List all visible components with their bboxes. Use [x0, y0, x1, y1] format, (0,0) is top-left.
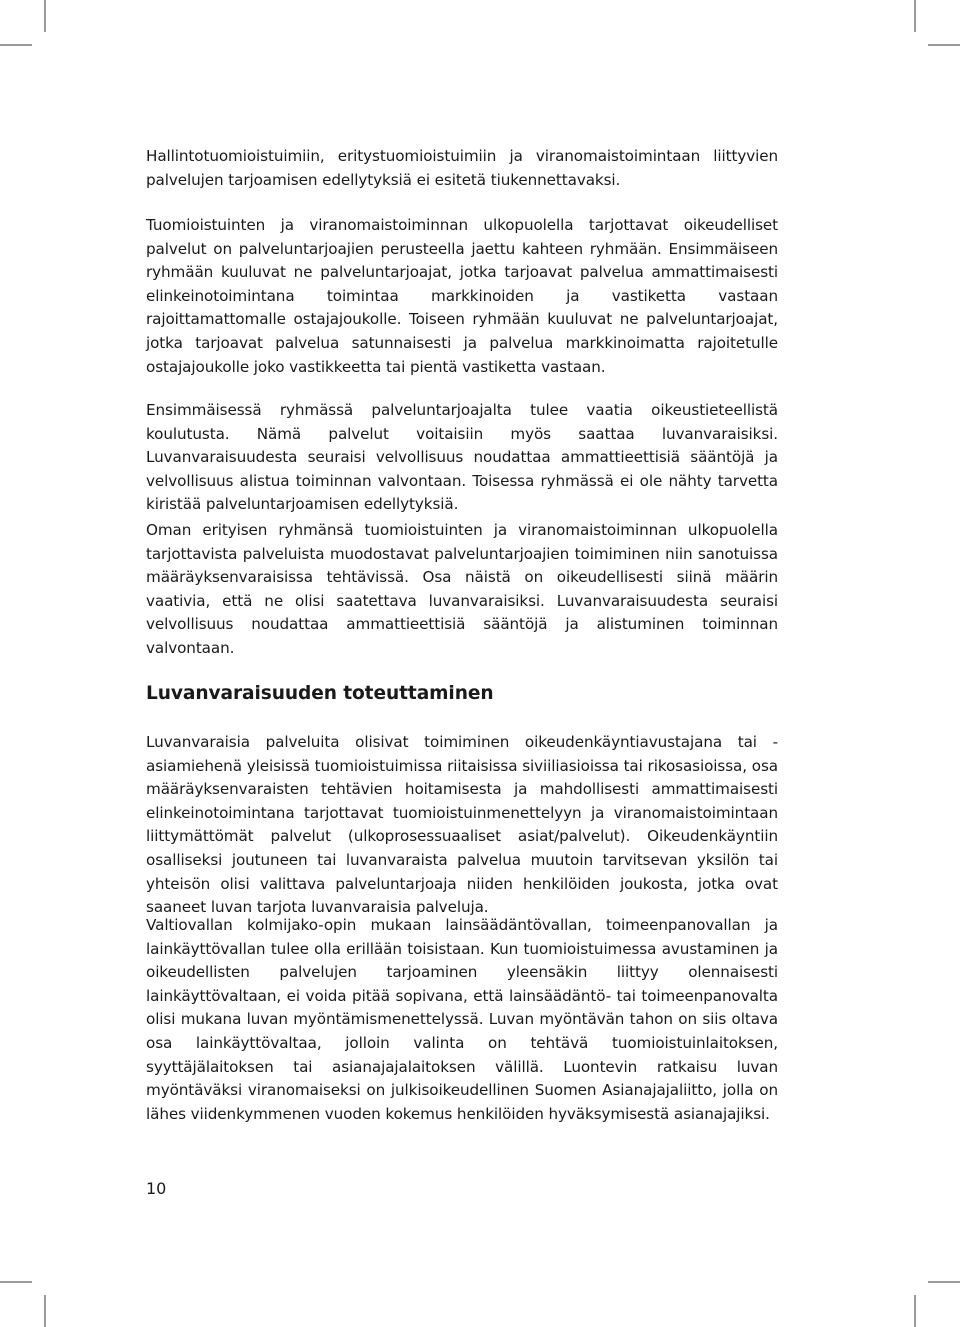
paragraph-3: Ensimmäisessä ryhmässä palveluntarjoajalta tulee vaatia oikeustieteellistä koulutusta. Nämä palvelut voitaisiin myös saattaa luvanvaraisiksi. Luvanvaraisuudesta seuraisi velvollisuus noudattaa ammattieettisiä sääntöjä ja velvollisuus alistua toiminnan valvontaan. Toisessa ryhmässä ei ole nähty tarvetta kiristää palveluntarjoamisen edellytyksiä. [146, 401, 778, 514]
paragraph-1: Hallintotuomioistuimiin, eritystuomioistuimiin ja viranomaistoimintaan liittyvien palvelujen tarjoamisen edellytyksiä ei esitetä tiukennettavaksi. [146, 147, 778, 189]
crop-mark-top-right-vertical [914, 0, 916, 32]
paragraph-4: Oman erityisen ryhmänsä tuomioistuinten ja viranomaistoiminnan ulkopuolella tarjottavista palveluista muodostavat palveluntarjoajien toimiminen niin sanotuissa määräyksenvaraisissa tehtävissä. Osa näistä on oikeudellisesti siinä määrin vaativia, että ne olisi saatettava luvanvaraisiksi. Luvanvaraisuudesta seuraisi velvollisuus noudattaa ammattieettisiä sääntöjä ja alistuminen toiminnan valvontaan. [146, 521, 778, 657]
crop-mark-bottom-right-vertical [914, 1295, 916, 1327]
paragraph-6: Valtiovallan kolmijako-opin mukaan lainsäädäntövallan, toimeenpanovallan ja lainkäyttövallan tulee olla erillään toisistaan. Kun tuomioistuimessa avustaminen ja oikeudellisten palvelujen tarjoaminen yleensäkin liittyy olennaisesti lainkäyttövaltaan, ei voida pitää sopivana, että lainsäädäntö- tai toimeenpanovalta olisi mukana luvan myöntämismenettelyssä. Luvan myöntävän tahon on siis oltava osa lainkäyttövaltaa, jolloin valinta on tehtävä tuomioistuinlaitoksen, syyttäjälaitoksen tai asianajajalaitoksen välillä. Luontevin ratkaisu luvan myöntäväksi viranomaiseksi on julkisoikeudellinen Suomen Asianajajaliitto, jolla on lähes viidenkymmenen vuoden kokemus henkilöiden hyväksymisestä asianajajiksi. [146, 916, 778, 1123]
section-heading: Luvanvaraisuuden toteuttaminen [146, 683, 494, 704]
crop-mark-bottom-right-horizontal [928, 1281, 960, 1283]
paragraph-5: Luvanvaraisia palveluita olisivat toimiminen oikeudenkäyntiavustajana tai -asiamiehenä yleisissä tuomioistuimissa riitaisissa siviiliasioissa tai rikosasioissa, osa määräyksenvaraisten tehtävien hoitamisesta ja mahdollisesti ammattimaisesti elinkeinotoimintana tarjottavat tuomioistuinmenettelyyn ja viranomaistoimintaan liittymättömät palvelut (ulkoprosessuaaliset asiat/palvelut). Oikeudenkäyntiin osalliseksi joutuneen tai luvanvaraista palvelua muutoin tarvitsevan yksilön tai yhteisön olisi valittava palveluntarjoaja niiden henkilöiden joukosta, jotka ovat saaneet luvan tarjota luvanvaraisia palveluja. [146, 733, 778, 917]
crop-mark-top-left-vertical [44, 0, 46, 32]
crop-mark-top-left-horizontal [0, 44, 32, 46]
paragraph-2: Tuomioistuinten ja viranomaistoiminnan ulkopuolella tarjottavat oikeudelliset palvelut on palveluntarjoajien perusteella jaettu kahteen ryhmään. Ensimmäiseen ryhmään kuuluvat ne palveluntarjoajat, jotka tarjoavat palvelua ammattimaisesti elinkeinotoimintana toimintaa markkinoiden ja vastiketta vastaan rajoittamattomalle ostajajoukolle. Toiseen ryhmään kuuluvat ne palveluntarjoajat, jotka tarjoavat palvelua satunnaisesti ja palvelua markkinoimatta rajoitetulle ostajajoukolle joko vastikkeetta tai pientä vastiketta vastaan. [146, 216, 778, 376]
page-number: 10 [146, 1179, 167, 1198]
crop-mark-bottom-left-horizontal [0, 1281, 32, 1283]
crop-mark-top-right-horizontal [928, 44, 960, 46]
crop-mark-bottom-left-vertical [44, 1295, 46, 1327]
